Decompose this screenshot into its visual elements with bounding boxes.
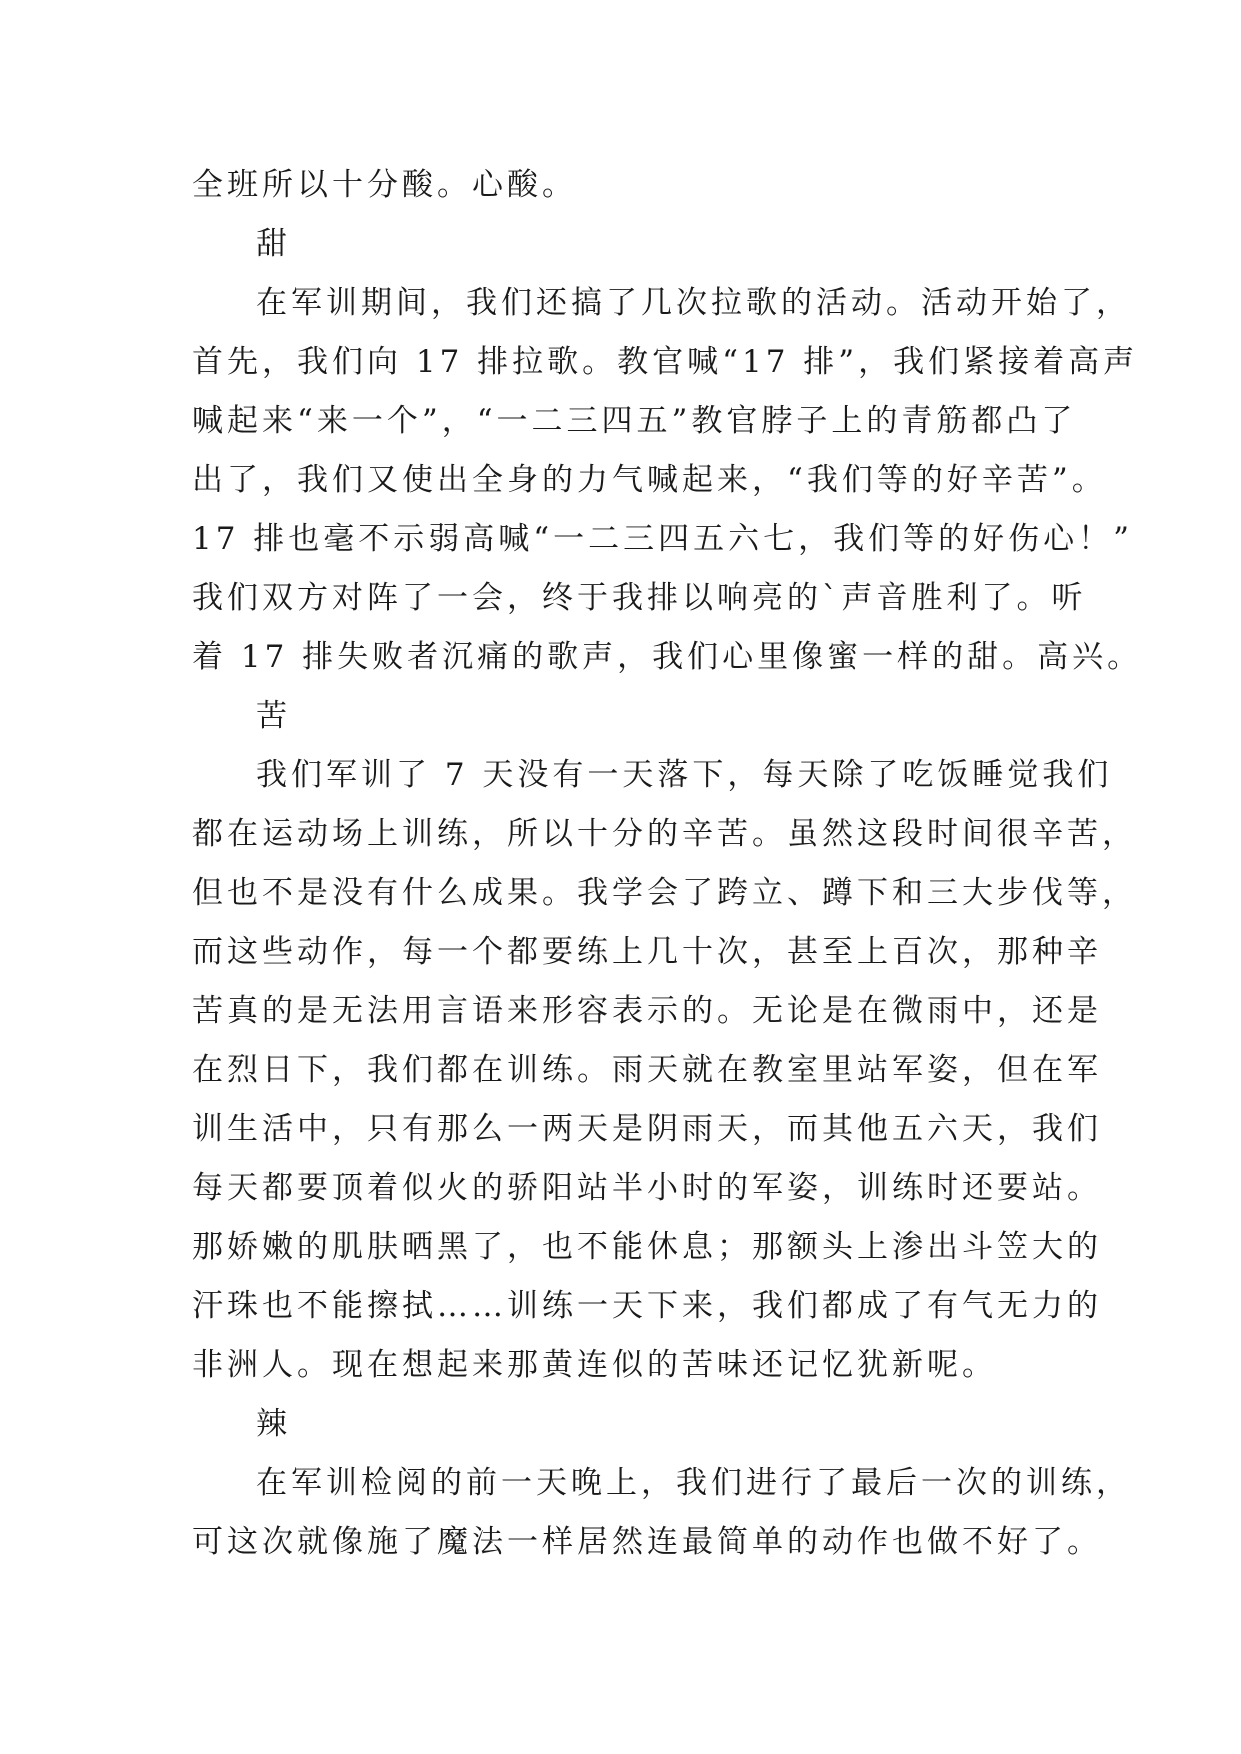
text-line: 而这些动作，每一个都要练上几十次，甚至上百次，那种辛 bbox=[192, 934, 1102, 970]
text-line: 但也不是没有什么成果。我学会了跨立、蹲下和三大步伐等， bbox=[192, 875, 1137, 911]
text-line: 我们军训了 7 天没有一天落下，每天除了吃饭睡觉我们 bbox=[256, 757, 1113, 793]
text-line: 都在运动场上训练，所以十分的辛苦。虽然这段时间很辛苦， bbox=[192, 816, 1137, 852]
text-line: 可这次就像施了魔法一样居然连最简单的动作也做不好了。 bbox=[192, 1524, 1102, 1560]
text-line: 在烈日下，我们都在训练。雨天就在教室里站军姿，但在军 bbox=[192, 1052, 1102, 1088]
text-line: 出了，我们又使出全身的力气喊起来，“我们等的好辛苦”。 bbox=[192, 462, 1107, 498]
text-line: 汗珠也不能擦拭……训练一天下来，我们都成了有气无力的 bbox=[192, 1288, 1102, 1324]
text-line: 训生活中，只有那么一两天是阴雨天，而其他五六天，我们 bbox=[192, 1111, 1102, 1147]
text-line: 着 17 排失败者沉痛的歌声，我们心里像蜜一样的甜。高兴。 bbox=[192, 639, 1143, 675]
body-text bbox=[192, 156, 1143, 1572]
text-line: 非洲人。现在想起来那黄连似的苦味还记忆犹新呢。 bbox=[192, 1347, 997, 1383]
text-line: 那娇嫩的肌肤晒黑了，也不能休息；那额头上渗出斗笠大的 bbox=[192, 1229, 1102, 1265]
text-line: 每天都要顶着似火的骄阳站半小时的军姿，训练时还要站。 bbox=[192, 1170, 1102, 1206]
section-heading-ku: 苦 bbox=[256, 698, 291, 734]
section-heading-tian: 甜 bbox=[256, 226, 291, 262]
text-line: 在军训期间，我们还搞了几次拉歌的活动。活动开始了， bbox=[256, 285, 1131, 321]
text-line: 全班所以十分酸。心酸。 bbox=[192, 167, 577, 203]
text-line: 喊起来“来一个”，“一二三四五”教官脖子上的青筋都凸了 bbox=[192, 403, 1077, 439]
text-line: 苦真的是无法用言语来形容表示的。无论是在微雨中，还是 bbox=[192, 993, 1102, 1029]
text-line: 首先，我们向 17 排拉歌。教官喊“17 排”，我们紧接着高声 bbox=[192, 344, 1139, 380]
text-line: 在军训检阅的前一天晚上，我们进行了最后一次的训练， bbox=[256, 1465, 1131, 1501]
text-line: 17 排也毫不示弱高喊“一二三四五六七，我们等的好伤心！” bbox=[192, 521, 1133, 557]
text-line: 我们双方对阵了一会，终于我排以响亮的`声音胜利了。听 bbox=[192, 580, 1087, 616]
section-heading-la: 辣 bbox=[256, 1406, 291, 1442]
